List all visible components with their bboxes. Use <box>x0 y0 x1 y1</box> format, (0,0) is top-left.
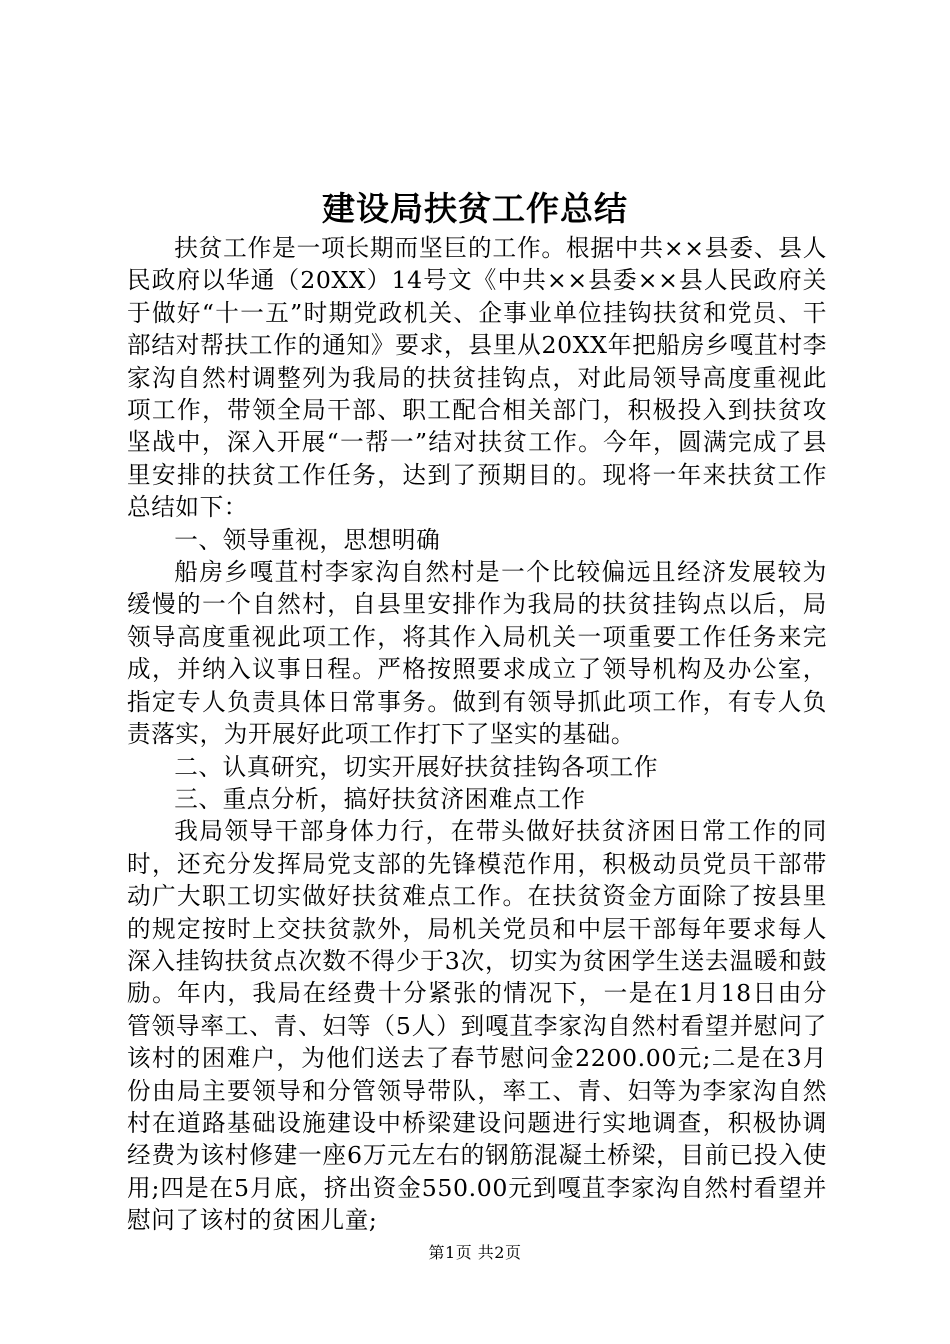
section-heading-3: 三、重点分析，搞好扶贫济困难点工作 <box>174 784 586 813</box>
paragraph-section-1: 船房乡嘎苴村李家沟自然村是一个比较偏远且经济发展较为缓慢的一个自然村，自县里安排作为我局的扶贫挂钩点以后，局领导高度重视此项工作，将其作入局机关一项重要工作任务来完成，并纳入议事日程。严格按照要求成立了领导机构及办公室，指定专人负责具体日常事务。做到有领导抓此项工作，有专人负责落实，为开展好此项工作打下了坚实的基础。 <box>127 558 827 749</box>
section-heading-1: 一、领导重视，思想明确 <box>174 525 441 554</box>
page-number-footer: 第1页 共2页 <box>428 1243 522 1262</box>
document-title: 建设局扶贫工作总结 <box>322 189 628 228</box>
document-body <box>127 232 827 1237</box>
paragraph-intro: 扶贫工作是一项长期而坚巨的工作。根据中共××县委、县人民政府以华通（20XX）14号文《中共××县委××县人民政府关于做好“十一五”时期党政机关、企事业单位挂钩扶贫和党员、干部结对帮扶工作的通知》要求，县里从20XX年把船房乡嘎苴村李家沟自然村调整列为我局的扶贫挂钩点，对此局领导高度重视此项工作，带领全局干部、职工配合相关部门，积极投入到扶贫攻坚战中，深入开展“一帮一”结对扶贫工作。今年，圆满完成了县里安排的扶贫工作任务，达到了预期目的。现将一年来扶贫工作总结如下： <box>127 234 827 522</box>
paragraph-section-3: 我局领导干部身体力行，在带头做好扶贫济困日常工作的同时，还充分发挥局党支部的先锋模范作用，积极动员党员干部带动广大职工切实做好扶贫难点工作。在扶贫资金方面除了按县里的规定按时上交扶贫款外，局机关党员和中层干部每年要求每人深入挂钩扶贫点次数不得少于3次，切实为贫困学生送去温暖和鼓励。年内，我局在经费十分紧张的情况下，一是在1月18日由分管领导率工、青、妇等（5人）到嘎苴李家沟自然村看望并慰问了该村的困难户，为他们送去了春节慰问金2200.00元;二是在3月份由局主要领导和分管领导带队，率工、青、妇等为李家沟自然村在道路基础设施建设中桥梁建设问题进行实地调查，积极协调经费为该村修建一座6万元左右的钢筋混凝土桥梁，目前已投入使用;四是在5月底，挤出资金550.00元到嘎苴李家沟自然村看望并慰问了该村的贫困儿童; <box>127 817 827 1235</box>
section-heading-2: 二、认真研究，切实开展好扶贫挂钩各项工作 <box>174 752 659 781</box>
